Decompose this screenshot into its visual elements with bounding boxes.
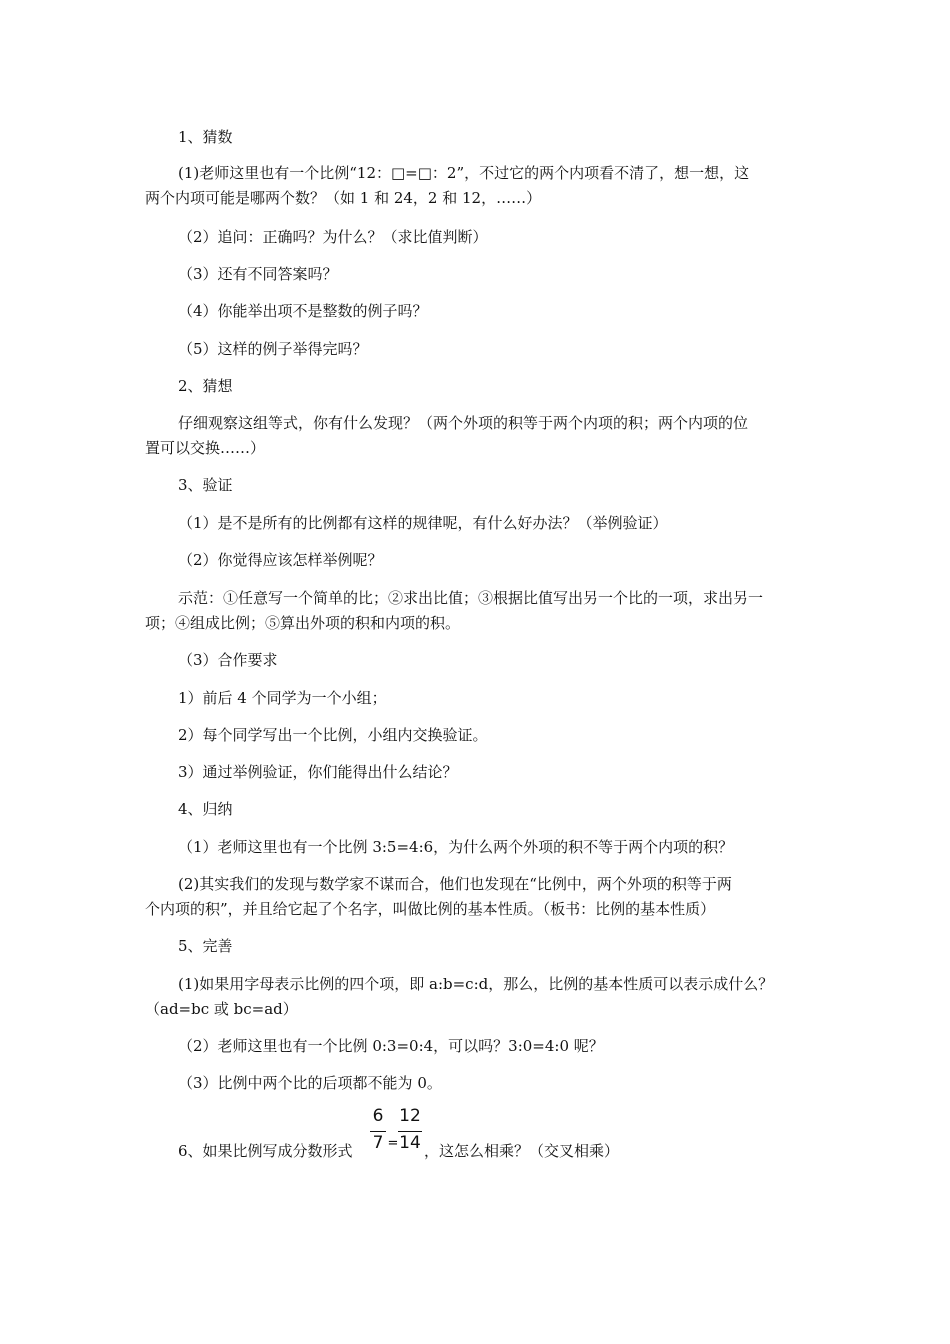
paragraph-line: （1）是不是所有的比例都有这样的规律呢，有什么好办法？（举例验证）: [178, 514, 668, 532]
heading-verify: 3、验证: [178, 476, 233, 494]
paragraph-line: (1)老师这里也有一个比例“12：□=□：2”，不过它的两个内项看不清了，想一想，这: [178, 164, 750, 182]
heading-perfect: 5、完善: [178, 937, 233, 955]
left-numerator: 6: [372, 1106, 384, 1126]
paragraph-line: 1）前后 4 个同学为一个小组；: [178, 689, 387, 707]
paragraph-line: 个内项的积”，并且给它起了个名字，叫做比例的基本性质。（板书：比例的基本性质）: [145, 900, 716, 918]
paragraph-line: (2)其实我们的发现与数学家不谋而合，他们也发现在“比例中，两个外项的积等于两: [178, 875, 732, 893]
paragraph-line: 示范：①任意写一个简单的比；②求出比值；③根据比值写出另一个比的一项，求出另一: [178, 589, 764, 607]
paragraph-line: ，这怎么相乘？（交叉相乘）: [424, 1142, 620, 1160]
right-fraction-bar: [398, 1131, 422, 1132]
heading-summarize: 4、归纳: [178, 800, 233, 818]
paragraph-line: 两个内项可能是哪两个数？（如 1 和 24，2 和 12，……）: [145, 189, 542, 207]
paragraph-line: 3）通过举例验证，你们能得出什么结论？: [178, 763, 458, 781]
paragraph-line: （1）老师这里也有一个比例 3:5=4:6，为什么两个外项的积不等于两个内项的积？: [178, 838, 734, 856]
paragraph-line: （3）合作要求: [178, 651, 278, 669]
paragraph-line: （3）还有不同答案吗？: [178, 265, 338, 283]
paragraph-line: （5）这样的例子举得完吗？: [178, 340, 368, 358]
paragraph-line: （2）你觉得应该怎样举例呢？: [178, 551, 383, 569]
paragraph-line: （2）追问：正确吗？为什么？（求比值判断）: [178, 228, 488, 246]
paragraph-line: 置可以交换……）: [145, 439, 266, 457]
paragraph-line: 仔细观察这组等式，你有什么发现？（两个外项的积等于两个内项的积；两个内项的位: [178, 414, 749, 432]
paragraph-line: (1)如果用字母表示比例的四个项，即 a:b=c:d，那么，比例的基本性质可以表示成什么？: [178, 975, 774, 993]
left-fraction-bar: [370, 1131, 386, 1132]
left-denominator: 7: [372, 1133, 384, 1153]
paragraph-line: （ad=bc 或 bc=ad）: [145, 1000, 298, 1018]
right-numerator: 12: [399, 1106, 421, 1126]
paragraph-line: （3）比例中两个比的后项都不能为 0。: [178, 1074, 442, 1092]
equals-sign: =: [387, 1136, 399, 1151]
paragraph-line: 2）每个同学写出一个比例，小组内交换验证。: [178, 726, 488, 744]
heading-guess-number: 1、猜数: [178, 128, 233, 146]
paragraph-line: 项；④组成比例；⑤算出外项的积和内项的积。: [145, 614, 461, 632]
right-denominator: 14: [399, 1133, 421, 1153]
paragraph-line: （2）老师这里也有一个比例 0:3=0:4，可以吗？3:0=4:0 呢？: [178, 1037, 604, 1055]
heading-conjecture: 2、猜想: [178, 377, 233, 395]
heading-fraction-form: 6、如果比例写成分数形式: [178, 1142, 353, 1160]
paragraph-line: （4）你能举出项不是整数的例子吗？: [178, 302, 428, 320]
